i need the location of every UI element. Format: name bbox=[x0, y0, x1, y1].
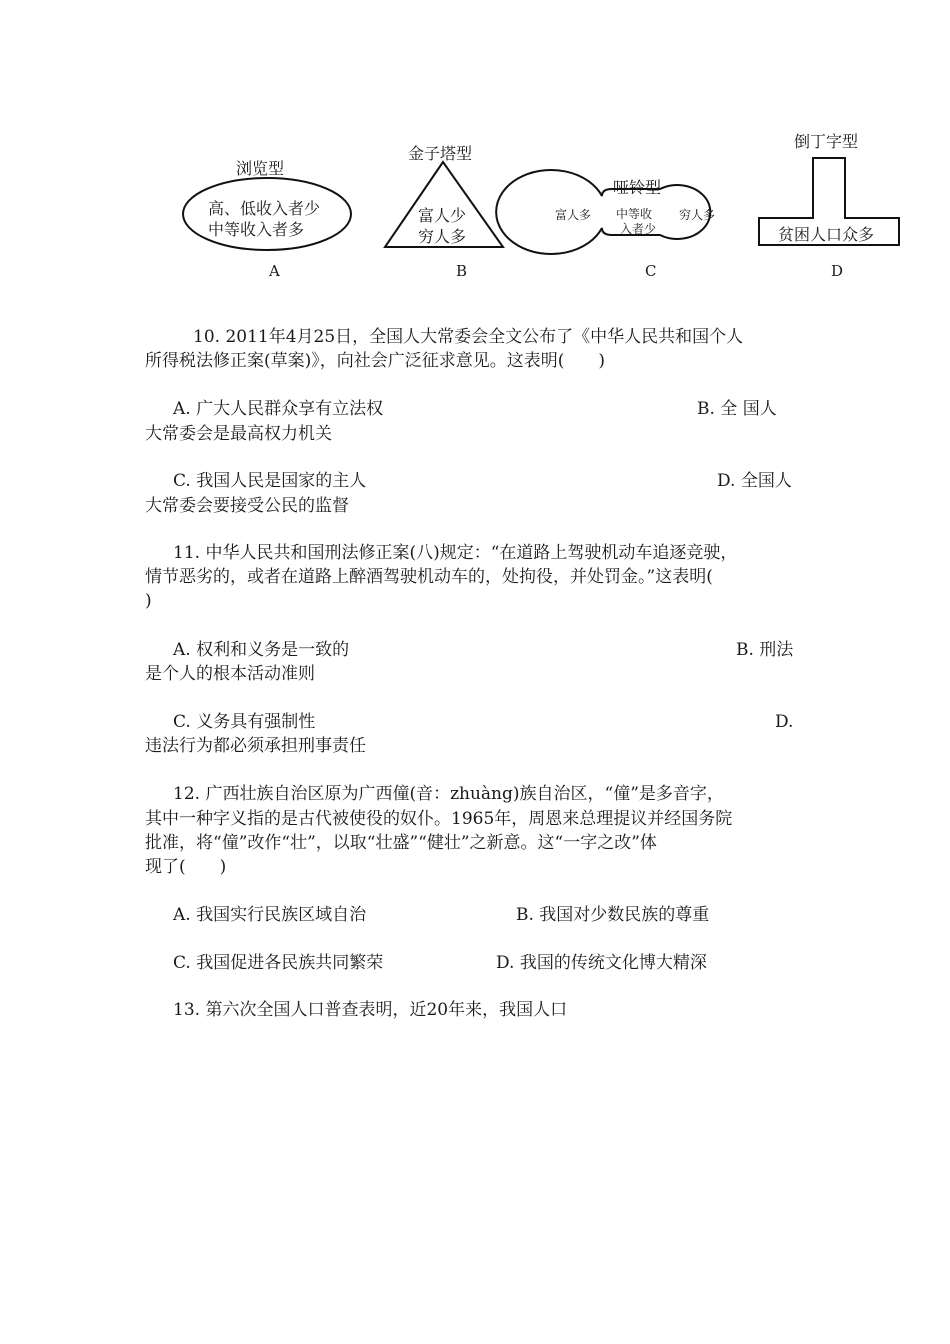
figure-c-right: 穷人多 bbox=[679, 208, 716, 222]
q12-stem-line4: 现了( ) bbox=[145, 857, 227, 877]
figure-a-line2: 中等收入者多 bbox=[208, 220, 305, 239]
income-structure-figure bbox=[0, 0, 950, 300]
figure-c-mid1: 中等收 bbox=[616, 207, 653, 221]
figure-c-caption: C bbox=[645, 262, 657, 280]
q10-option-d-head: D. 全国人 bbox=[717, 471, 792, 491]
figure-d-base: 贫困人口众多 bbox=[778, 225, 875, 244]
figure-b-title: 金子塔型 bbox=[408, 144, 473, 163]
figure-b-line2: 穷人多 bbox=[418, 227, 467, 246]
figure-c-mid2: 入者少 bbox=[620, 222, 657, 236]
q12-stem-line2: 其中一种字义指的是古代被使役的奴仆。1965年，周恩来总理提议并经国务院 bbox=[145, 809, 733, 829]
q13-stem-line1: 13. 第六次全国人口普查表明，近20年来，我国人口 bbox=[173, 1000, 568, 1020]
q12-stem-line3: 批准，将“僮”改作“壮”，以取“壮盛”“健壮”之新意。这“一字之改”体 bbox=[145, 833, 657, 853]
q11-option-b-head: B. 刑法 bbox=[736, 640, 794, 660]
q10-stem-line2: 所得税法修正案(草案)》，向社会广泛征求意见。这表明( ) bbox=[145, 351, 606, 371]
q10-option-b-head: B. 全 国人 bbox=[697, 399, 777, 419]
q11-stem-line2: 情节恶劣的，或者在道路上醉酒驾驶机动车的，处拘役，并处罚金。”这表明( bbox=[145, 567, 713, 587]
q11-stem-line3: ) bbox=[145, 591, 152, 611]
figure-c-title: 哑铃型 bbox=[613, 178, 662, 197]
q10-stem-line1: 10. 2011年4月25日，全国人大常委会全文公布了《中华人民共和国个人 bbox=[193, 327, 744, 347]
figure-c-left: 富人多 bbox=[555, 208, 592, 222]
figure-d-caption: D bbox=[831, 262, 844, 280]
figure-b-caption: B bbox=[456, 262, 468, 280]
q12-stem-line1: 12. 广西壮族自治区原为广西僮(音：zhuàng)族自治区，“僮”是多音字， bbox=[173, 784, 724, 804]
q11-option-c: C. 义务具有强制性 bbox=[173, 712, 316, 732]
q11-stem-line1: 11. 中华人民共和国刑法修正案(八)规定：“在道路上驾驶机动车追逐竞驶， bbox=[173, 543, 738, 563]
q12-option-b: B. 我国对少数民族的尊重 bbox=[516, 905, 710, 925]
q10-option-c: C. 我国人民是国家的主人 bbox=[173, 471, 367, 491]
q10-option-a: A. 广大人民群众享有立法权 bbox=[173, 399, 384, 419]
q11-option-d-head: D. bbox=[775, 712, 794, 732]
figure-d-title: 倒丁字型 bbox=[794, 132, 859, 151]
q12-option-d: D. 我国的传统文化博大精深 bbox=[496, 953, 707, 973]
q10-option-d-tail: 大常委会要接受公民的监督 bbox=[145, 496, 349, 516]
q11-option-b-tail: 是个人的根本活动准则 bbox=[145, 664, 315, 684]
q11-option-d-tail: 违法行为都必须承担刑事责任 bbox=[145, 736, 366, 756]
q11-option-a: A. 权利和义务是一致的 bbox=[173, 640, 350, 660]
figure-a-caption: A bbox=[269, 262, 280, 280]
q10-option-b-tail: 大常委会是最高权力机关 bbox=[145, 424, 332, 444]
q12-option-c: C. 我国促进各民族共同繁荣 bbox=[173, 953, 384, 973]
q12-option-a: A. 我国实行民族区域自治 bbox=[173, 905, 367, 925]
figure-b-line1: 富人少 bbox=[418, 206, 467, 225]
figure-a-title: 浏览型 bbox=[236, 159, 285, 178]
figure-a-line1: 高、低收入者少 bbox=[208, 199, 321, 218]
